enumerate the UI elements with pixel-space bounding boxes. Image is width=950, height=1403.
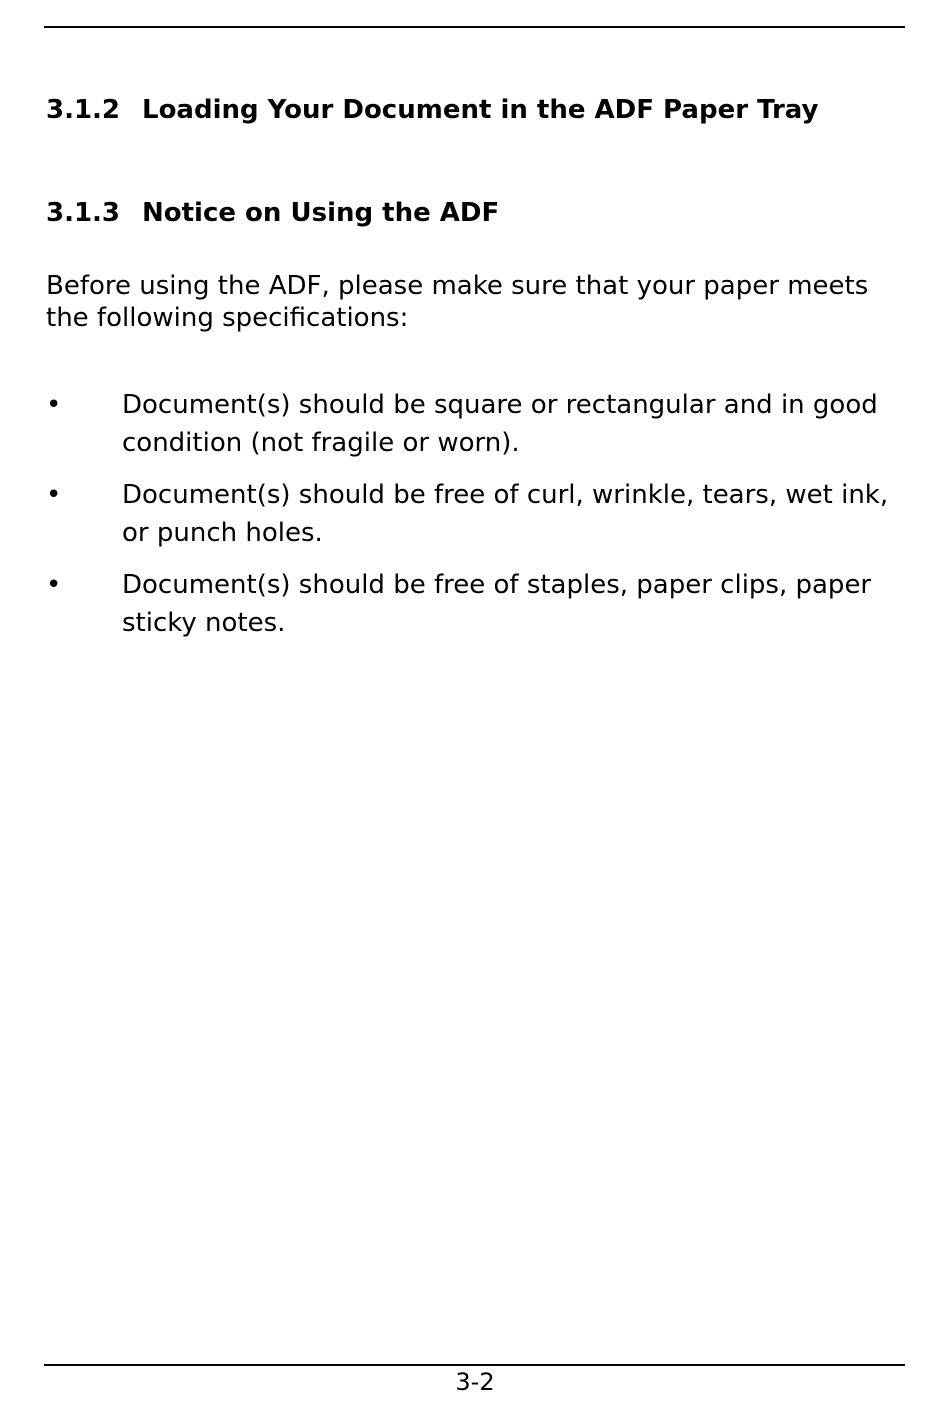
section-title: Loading Your Document in the ADF Paper Tray [142,95,819,125]
list-item [46,566,916,642]
page-number: 3-2 [455,1368,495,1396]
section-number: 3.1.3 [46,198,121,228]
bullet-icon: • [46,390,62,420]
header-rule [44,26,905,28]
list-item [46,386,916,462]
section-number: 3.1.2 [46,95,121,125]
bullet-icon: • [46,480,62,510]
section-heading-3-1-2 [46,94,818,126]
list-item-text: Document(s) should be square or rectangular and in good condition (not fragile or worn). [122,390,878,458]
list-item-text: Document(s) should be free of staples, paper clips, paper sticky notes. [122,570,872,638]
section-title: Notice on Using the ADF [142,198,500,228]
bullet-icon: • [46,570,62,600]
intro-paragraph: Before using the ADF, please make sure that your paper meets the following specifications: [46,271,869,333]
section-heading-3-1-3 [46,197,499,229]
list-item [46,476,916,552]
specification-list [46,386,916,656]
list-item-text: Document(s) should be free of curl, wrinkle, tears, wet ink, or punch holes. [122,480,889,548]
